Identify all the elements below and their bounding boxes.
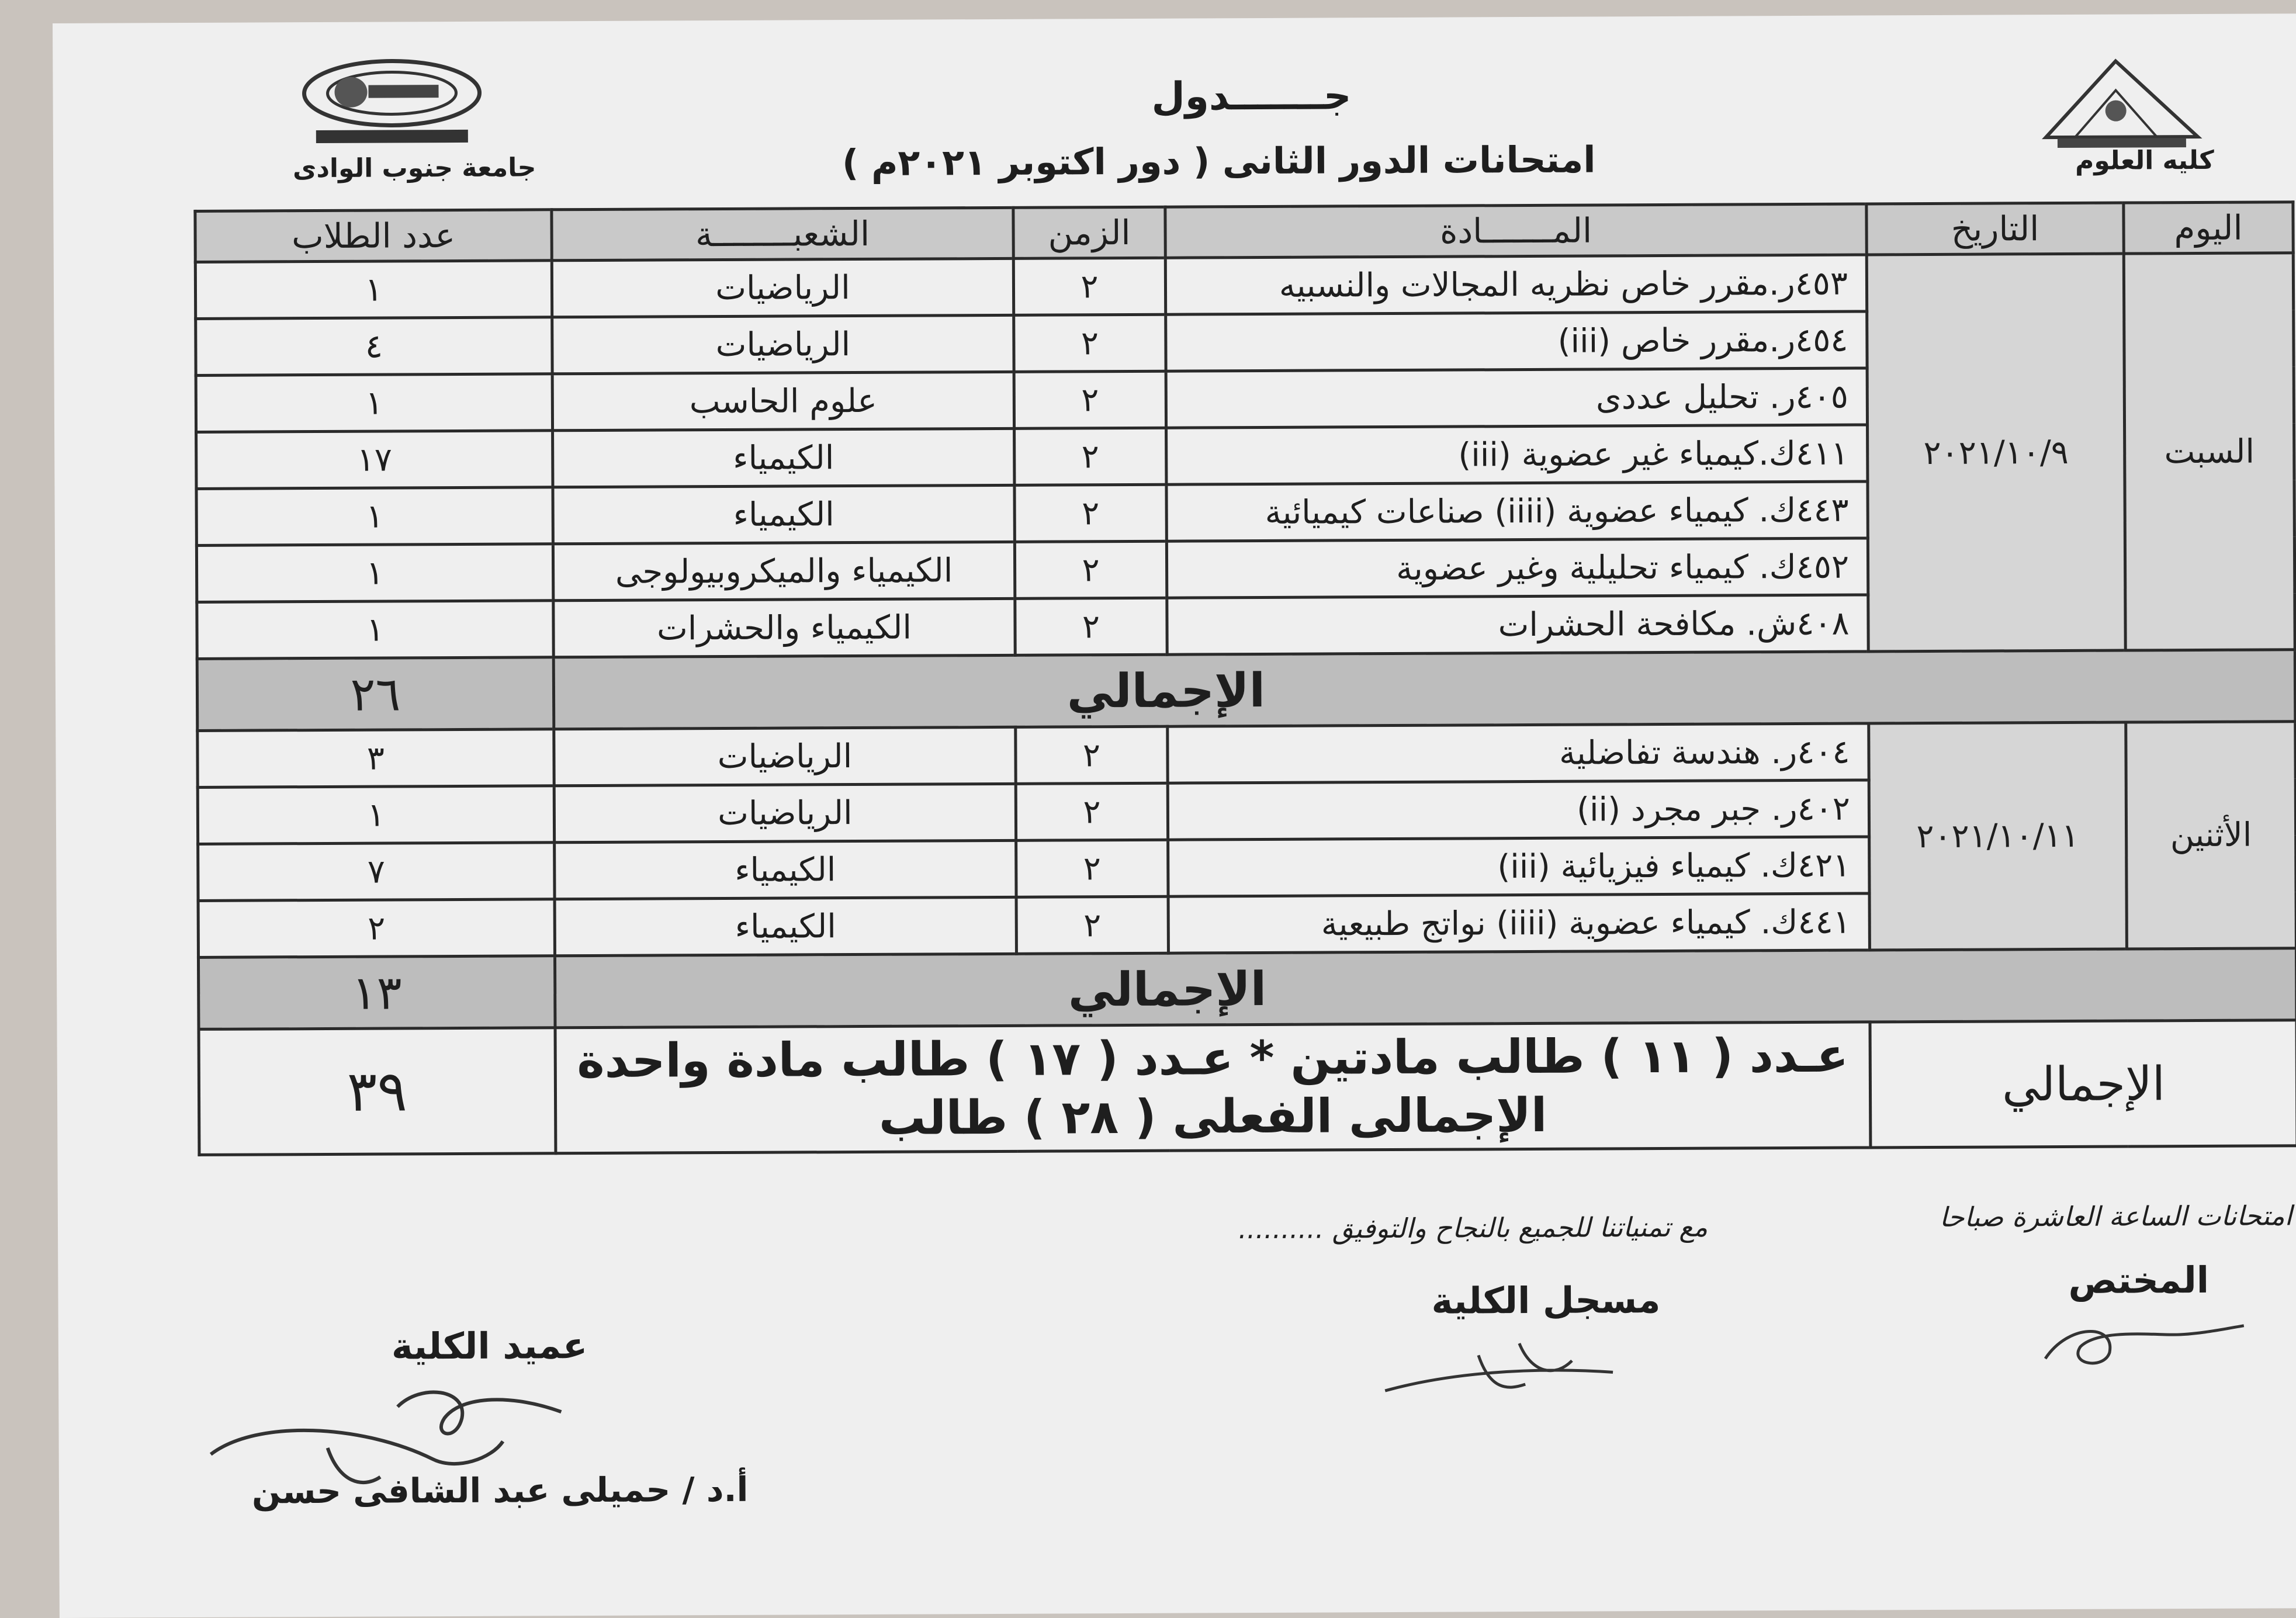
subtotal-value: ٢٦ bbox=[197, 657, 554, 731]
count-cell: ١٧ bbox=[196, 431, 553, 489]
page-subtitle: امتحانات الدور الثانى ( دور اكتوبر ٢٠٢١م ) bbox=[841, 138, 1596, 185]
grand-total-label: الإجمالي bbox=[1870, 1020, 2296, 1148]
page-title: جـــــــدول bbox=[1151, 73, 1352, 119]
table-row bbox=[198, 722, 2295, 788]
grand-total-note-line1: عـدد ( ١١ ) طالب مادتين * عـدد ( ١٧ ) طالب مادة واحدة bbox=[577, 1028, 1849, 1089]
subject-cell: ٤٢١ك. كيمياء فيزيائية (iii) bbox=[1168, 837, 1869, 896]
division-cell: علوم الحاسب bbox=[552, 372, 1014, 430]
count-cell: ١ bbox=[197, 601, 553, 659]
exam-time-note: امتحانات الساعة العاشرة صباحا bbox=[1939, 1200, 2292, 1233]
time-cell: ٢ bbox=[1015, 598, 1167, 655]
subject-cell: ٤٥٤ر.مقرر خاص (iii) bbox=[1166, 311, 1867, 371]
subject-cell: ٤٥٣ر.مقرر خاص نظريه المجالات والنسبيه bbox=[1165, 255, 1866, 314]
subtotal-value: ١٣ bbox=[198, 956, 555, 1030]
grand-total-row bbox=[199, 1020, 2296, 1155]
col-header-day: اليوم bbox=[2124, 202, 2293, 254]
division-cell: الرياضيات bbox=[554, 784, 1016, 842]
division-cell: الكيمياء والميكروبيولوجى bbox=[553, 542, 1014, 600]
col-header-count: عدد الطلاب bbox=[195, 210, 552, 262]
document-page bbox=[53, 13, 2296, 1618]
subtotal-row bbox=[198, 948, 2296, 1030]
count-cell: ٣ bbox=[198, 729, 554, 788]
division-cell: الرياضيات bbox=[554, 727, 1016, 785]
day-cell: الأثنين bbox=[2126, 722, 2296, 949]
subject-cell: ٤٤٣ك. كيمياء عضوية (iiii) صناعات كيميائية bbox=[1166, 481, 1868, 541]
faculty-name: كليه العلوم bbox=[2075, 145, 2214, 176]
day-cell: السبت bbox=[2124, 253, 2295, 650]
time-cell: ٢ bbox=[1014, 314, 1166, 372]
col-header-subject: المـــــــادة bbox=[1165, 204, 1866, 258]
subtotal-label: الإجمالي bbox=[555, 948, 2296, 1028]
university-name: جامعة جنوب الوادى bbox=[292, 153, 536, 184]
subject-cell: ٤٠٤ر. هندسة تفاضلية bbox=[1168, 723, 1869, 783]
date-cell: ٢٠٢١/١٠/٩ bbox=[1866, 254, 2125, 652]
subtotal-label: الإجمالي bbox=[553, 650, 2295, 729]
grand-total-note-line2: الإجمالى الفعلى ( ٢٨ ) طالب bbox=[878, 1087, 1547, 1145]
dean-label: عميد الكلية bbox=[391, 1324, 588, 1368]
count-cell: ١ bbox=[196, 544, 553, 602]
time-cell: ٢ bbox=[1016, 840, 1168, 897]
grand-total-value: ٣٩ bbox=[199, 1028, 556, 1155]
time-cell: ٢ bbox=[1014, 484, 1166, 542]
table-row bbox=[195, 253, 2293, 319]
registrar-label: مسجل الكلية bbox=[1431, 1279, 1661, 1322]
specialist-signature bbox=[2034, 1300, 2256, 1383]
subject-cell: ٤١١ك.كيمياء غير عضوية (iii) bbox=[1166, 425, 1868, 484]
time-cell: ٢ bbox=[1016, 726, 1168, 784]
exam-schedule-table bbox=[193, 200, 2296, 1156]
registrar-signature bbox=[1379, 1325, 1625, 1408]
time-cell: ٢ bbox=[1013, 258, 1165, 315]
division-cell: الكيمياء والحشرات bbox=[553, 598, 1015, 657]
col-header-date: التاريخ bbox=[1866, 203, 2124, 255]
count-cell: ١ bbox=[195, 261, 552, 319]
time-cell: ٢ bbox=[1016, 896, 1168, 954]
faculty-logo bbox=[2034, 55, 2210, 155]
table-header-row bbox=[195, 202, 2293, 262]
dean-signature bbox=[187, 1371, 632, 1501]
subject-cell: ٤٠٢ر. جبر مجرد (ii) bbox=[1168, 780, 1869, 840]
count-cell: ٢ bbox=[198, 899, 555, 958]
time-cell: ٢ bbox=[1014, 371, 1166, 428]
count-cell: ١ bbox=[198, 786, 554, 844]
date-cell: ٢٠٢١/١٠/١١ bbox=[1869, 722, 2127, 950]
subject-cell: ٤٥٢ك. كيمياء تحليلية وغير عضوية bbox=[1166, 538, 1868, 598]
col-header-division: الشعبــــــــة bbox=[552, 207, 1013, 260]
wishes-note: مع تمنياتنا للجميع بالنجاح والتوفيق .......... bbox=[1238, 1211, 1708, 1245]
count-cell: ١ bbox=[196, 487, 553, 546]
count-cell: ٤ bbox=[196, 317, 552, 376]
subject-cell: ٤٠٨ش. مكافحة الحشرات bbox=[1167, 595, 1868, 654]
university-logo bbox=[280, 57, 503, 157]
time-cell: ٢ bbox=[1014, 428, 1166, 485]
dean-name: أ.د / حميلى عبد الشافى حسن bbox=[251, 1469, 749, 1512]
time-cell: ٢ bbox=[1016, 783, 1168, 840]
count-cell: ٧ bbox=[198, 843, 555, 901]
division-cell: الرياضيات bbox=[552, 258, 1013, 317]
specialist-label: المختص bbox=[2068, 1258, 2210, 1302]
division-cell: الكيمياء bbox=[555, 897, 1016, 955]
time-cell: ٢ bbox=[1014, 541, 1166, 598]
division-cell: الكيمياء bbox=[555, 840, 1016, 899]
division-cell: الكيمياء bbox=[553, 428, 1014, 487]
subject-cell: ٤٤١ك. كيمياء عضوية (iiii) نواتج طبيعية bbox=[1168, 893, 1869, 953]
division-cell: الرياضيات bbox=[552, 315, 1014, 373]
grand-total-note bbox=[555, 1022, 1871, 1153]
subject-cell: ٤٠٥ر. تحليل عددى bbox=[1166, 368, 1867, 428]
subtotal-row bbox=[197, 650, 2295, 731]
division-cell: الكيمياء bbox=[553, 485, 1014, 543]
col-header-time: الزمن bbox=[1013, 207, 1165, 258]
count-cell: ١ bbox=[196, 374, 552, 432]
